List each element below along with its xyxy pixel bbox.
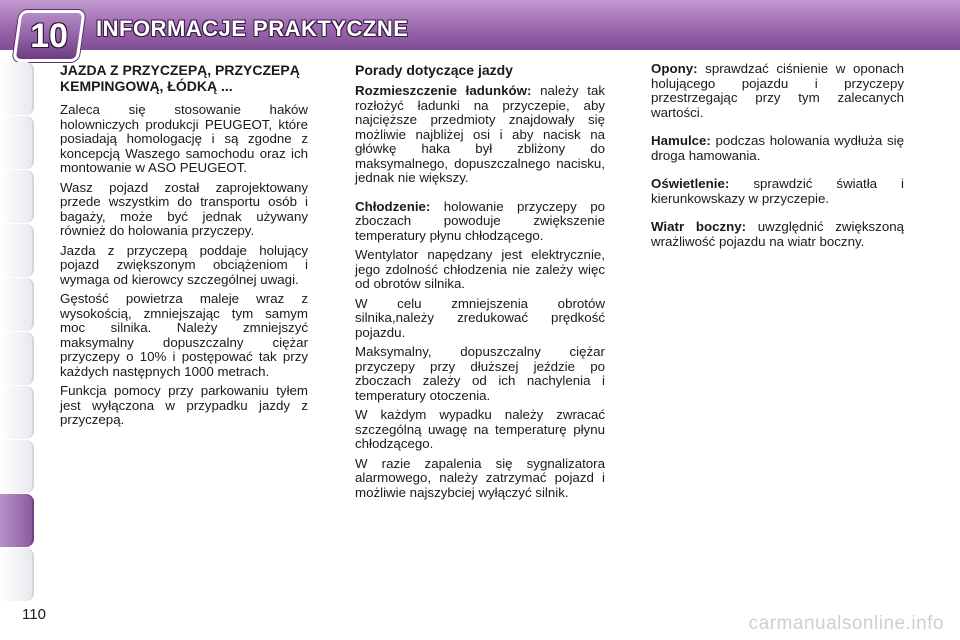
term-label: Wiatr boczny: xyxy=(651,219,747,234)
paragraph: W celu zmniejszenia obrotów silnika,należy zredukować prędkość pojazdu. xyxy=(355,295,605,340)
towing-intro-column xyxy=(60,62,308,433)
section-heading: JAZDA Z PRZYCZEPĄ, PRZYCZEPĄ KEMPINGOWĄ, ŁÓDKĄ ... xyxy=(60,62,300,94)
chapter-tab[interactable] xyxy=(0,386,34,439)
watermark: carmanualsonline.info xyxy=(748,613,944,634)
chapter-number-badge xyxy=(12,10,85,62)
chapter-tab[interactable] xyxy=(0,62,34,115)
term-label: Chłodzenie: xyxy=(355,198,431,214)
chapter-tab[interactable] xyxy=(0,278,34,331)
tyres-paragraph: Opony: sprawdzać ciśnienie w oponach holującego pojazdu i przyczepy przestrzegając przy tym zalecanych wartości. xyxy=(651,61,904,120)
paragraph: W razie zapalenia się sygnalizatora alarmowego, należy zatrzymać pojazd i możliwie najszybciej wyłączyć silnik. xyxy=(355,455,605,500)
paragraph: Wentylator napędzany jest elektrycznie, jego zdolność chłodzenia nie zależy więc od obrotów silnika. xyxy=(355,247,605,291)
chapter-side-tabs xyxy=(0,62,34,577)
chapter-tab[interactable] xyxy=(0,332,34,385)
lights-paragraph: Oświetlenie: sprawdzić światła i kierunkowskazy w przyczepie. xyxy=(651,176,904,206)
paragraph: Funkcja pomocy przy parkowaniu tyłem jest wyłączona w przypadku jazdy z przyczepą. xyxy=(60,383,308,427)
chapter-number: 10 xyxy=(30,17,68,55)
term-label: Opony: xyxy=(651,61,698,76)
term-label: Rozmieszczenie ładunków: xyxy=(355,83,532,98)
term-label: Hamulce: xyxy=(651,133,711,148)
brakes-paragraph: Hamulce: podczas holowania wydłuża się droga hamowania. xyxy=(651,133,904,163)
paragraph: Gęstość powietrza maleje wraz z wysokością, zmniejszając tym samym moc silnika. Należy zmniejszyć maksymalny dopuszczalny ciężar przyczepy o 10% i postępować tak przy każdych następnych 1000 metrach. xyxy=(60,291,308,379)
chapter-tab-active[interactable] xyxy=(0,494,34,547)
paragraph: Zaleca się stosowanie haków holowniczych produkcji PEUGEOT, które posiadają homologację i są zgodne z koncepcją Waszego samochodu oraz ich montowanie w ASO PEUGEOT. xyxy=(60,102,308,175)
load-distribution-paragraph: Rozmieszczenie ładunków: należy tak rozłożyć ładunki na przyczepie, aby najcięższe przedmioty znajdowały się możliwie najbliżej osi i aby nacisk na główkę haka był zbliżony do maksymalnego, dopuszczalnego nacisku, jednak nie większy. xyxy=(355,83,605,185)
paragraph: Maksymalny, dopuszczalny ciężar przyczepy przy dłuższej jeździe po zboczach zależy od ich nachylenia i temperatury otoczenia. xyxy=(355,344,605,403)
chapter-tab[interactable] xyxy=(0,440,34,493)
chapter-tab[interactable] xyxy=(0,224,34,277)
paragraph: Jazda z przyczepą poddaje holujący pojazd zwiększonym obciążeniom i wymaga od kierowcy szczególnej uwagi. xyxy=(60,242,308,287)
paragraph: Wasz pojazd został zaprojektowany przede wszystkim do transportu osób i bagaży, może być jednak używany również do holowania przyczepy. xyxy=(60,179,308,238)
chapter-tab[interactable] xyxy=(0,548,34,601)
section-heading: Porady dotyczące jazdy xyxy=(355,62,513,78)
chapter-tab[interactable] xyxy=(0,170,34,223)
term-label: Oświetlenie: xyxy=(651,176,730,191)
cooling-paragraph: Chłodzenie: holowanie przyczepy po zboczach powoduje zwiększenie temperatury płynu chłodzącego. xyxy=(355,198,605,243)
chapter-tab[interactable] xyxy=(0,116,34,169)
chapter-title: INFORMACJE PRAKTYCZNE xyxy=(96,16,409,41)
crosswind-paragraph: Wiatr boczny: uwzględnić zwiększoną wrażliwość pojazdu na wiatr boczny. xyxy=(651,219,905,249)
paragraph: W każdym wypadku należy zwracać szczególną uwagę na temperaturę płynu chłodzącego. xyxy=(355,407,605,451)
page-number: 110 xyxy=(22,606,46,623)
driving-tips-column xyxy=(355,62,605,505)
checks-column xyxy=(651,62,904,263)
chapter-header-bar xyxy=(0,0,960,50)
